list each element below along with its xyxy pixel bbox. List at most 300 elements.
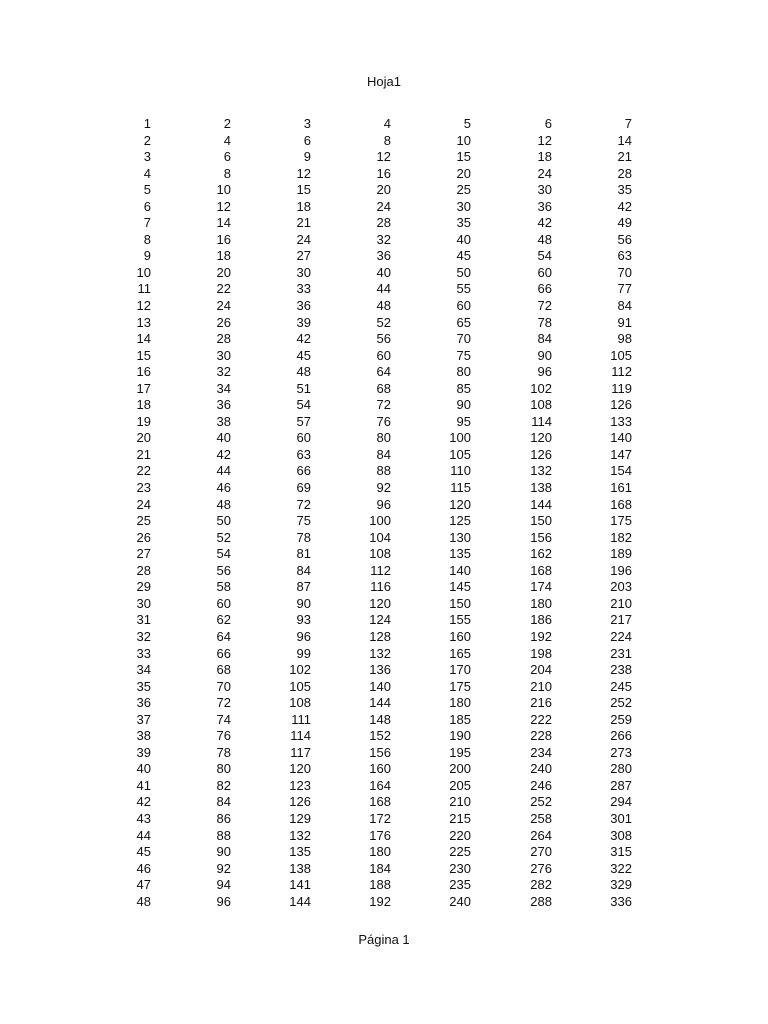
table-cell: 322 — [610, 860, 632, 876]
table-cell: 24 — [376, 198, 391, 214]
table-cell: 34 — [136, 662, 151, 678]
table-cell: 132 — [369, 645, 391, 661]
table-cell: 35 — [456, 215, 471, 231]
table-cell: 60 — [376, 347, 391, 363]
table-cell: 49 — [617, 215, 632, 231]
table-cell: 56 — [216, 562, 231, 578]
table-cell: 66 — [216, 645, 231, 661]
table-cell: 70 — [617, 264, 632, 280]
table-cell: 198 — [530, 645, 552, 661]
table-cell: 84 — [216, 794, 231, 810]
table-cell: 60 — [456, 298, 471, 314]
table-cell: 54 — [537, 248, 552, 264]
table-cell: 192 — [369, 893, 391, 909]
table-row — [0, 530, 768, 547]
table-cell: 40 — [216, 430, 231, 446]
table-cell: 64 — [216, 628, 231, 644]
table-cell: 196 — [610, 562, 632, 578]
table-row — [0, 596, 768, 613]
table-cell: 28 — [216, 331, 231, 347]
table-cell: 25 — [456, 182, 471, 198]
table-row — [0, 794, 768, 811]
table-cell: 32 — [376, 231, 391, 247]
table-cell: 21 — [617, 149, 632, 165]
table-cell: 6 — [544, 116, 552, 131]
table-cell: 162 — [530, 546, 552, 562]
table-cell: 76 — [216, 728, 231, 744]
table-cell: 40 — [376, 264, 391, 280]
table-row — [0, 712, 768, 729]
table-cell: 6 — [303, 132, 311, 148]
table-cell: 185 — [449, 711, 471, 727]
table-cell: 336 — [610, 893, 632, 909]
table-cell: 180 — [530, 595, 552, 611]
table-row — [0, 563, 768, 580]
table-cell: 85 — [456, 380, 471, 396]
table-cell: 24 — [136, 496, 151, 512]
table-cell: 23 — [136, 480, 151, 496]
table-cell: 77 — [617, 281, 632, 297]
table-cell: 195 — [449, 744, 471, 760]
table-cell: 10 — [456, 132, 471, 148]
table-cell: 72 — [216, 695, 231, 711]
table-row — [0, 281, 768, 298]
table-cell: 152 — [369, 728, 391, 744]
table-cell: 69 — [296, 480, 311, 496]
table-row — [0, 761, 768, 778]
table-cell: 203 — [610, 579, 632, 595]
table-cell: 62 — [216, 612, 231, 628]
table-cell: 15 — [456, 149, 471, 165]
table-cell: 88 — [216, 827, 231, 843]
table-cell: 15 — [136, 347, 151, 363]
table-cell: 210 — [530, 678, 552, 694]
table-row — [0, 728, 768, 745]
table-cell: 48 — [296, 364, 311, 380]
table-cell: 16 — [216, 231, 231, 247]
table-cell: 9 — [303, 149, 311, 165]
table-cell: 80 — [456, 364, 471, 380]
table-cell: 154 — [610, 463, 632, 479]
table-cell: 47 — [136, 877, 151, 893]
table-cell: 19 — [136, 413, 151, 429]
table-cell: 56 — [376, 331, 391, 347]
table-cell: 301 — [610, 810, 632, 826]
table-cell: 72 — [376, 397, 391, 413]
table-cell: 308 — [610, 827, 632, 843]
table-cell: 5 — [463, 116, 471, 131]
table-cell: 168 — [369, 794, 391, 810]
table-row — [0, 248, 768, 265]
table-cell: 120 — [289, 761, 311, 777]
table-cell: 76 — [376, 413, 391, 429]
table-cell: 26 — [136, 529, 151, 545]
table-cell: 168 — [530, 562, 552, 578]
table-cell: 145 — [449, 579, 471, 595]
table-cell: 17 — [136, 380, 151, 396]
table-cell: 54 — [296, 397, 311, 413]
table-cell: 176 — [369, 827, 391, 843]
table-cell: 161 — [610, 480, 632, 496]
table-cell: 315 — [610, 844, 632, 860]
table-cell: 222 — [530, 711, 552, 727]
table-cell: 36 — [296, 298, 311, 314]
table-cell: 74 — [216, 711, 231, 727]
table-cell: 210 — [610, 595, 632, 611]
table-cell: 140 — [610, 430, 632, 446]
table-cell: 228 — [530, 728, 552, 744]
table-cell: 102 — [289, 662, 311, 678]
table-row — [0, 662, 768, 679]
table-cell: 138 — [530, 480, 552, 496]
table-cell: 252 — [610, 695, 632, 711]
table-row — [0, 315, 768, 332]
table-cell: 14 — [216, 215, 231, 231]
table-cell: 93 — [296, 612, 311, 628]
table-cell: 116 — [370, 579, 391, 595]
table-cell: 80 — [376, 430, 391, 446]
table-cell: 128 — [369, 628, 391, 644]
table-cell: 216 — [530, 695, 552, 711]
table-cell: 56 — [617, 231, 632, 247]
table-cell: 60 — [216, 595, 231, 611]
table-cell: 119 — [611, 380, 632, 396]
table-cell: 40 — [456, 231, 471, 247]
table-cell: 63 — [296, 446, 311, 462]
table-cell: 42 — [296, 331, 311, 347]
table-cell: 112 — [370, 562, 391, 578]
table-cell: 2 — [223, 116, 231, 131]
table-cell: 126 — [610, 397, 632, 413]
table-cell: 135 — [449, 546, 471, 562]
table-cell: 280 — [610, 761, 632, 777]
table-cell: 124 — [369, 612, 391, 628]
table-cell: 204 — [530, 662, 552, 678]
table-cell: 282 — [530, 877, 552, 893]
table-row — [0, 166, 768, 183]
table-cell: 94 — [216, 877, 231, 893]
table-cell: 44 — [136, 827, 151, 843]
table-cell: 6 — [223, 149, 231, 165]
table-cell: 42 — [136, 794, 151, 810]
table-cell: 10 — [136, 264, 151, 280]
table-cell: 46 — [136, 860, 151, 876]
table-cell: 48 — [216, 496, 231, 512]
table-cell: 32 — [216, 364, 231, 380]
table-row — [0, 232, 768, 249]
table-cell: 80 — [216, 761, 231, 777]
table-cell: 252 — [530, 794, 552, 810]
table-cell: 12 — [376, 149, 391, 165]
table-row — [0, 215, 768, 232]
table-cell: 175 — [610, 513, 632, 529]
table-cell: 86 — [216, 810, 231, 826]
table-cell: 148 — [369, 711, 391, 727]
table-cell: 30 — [296, 264, 311, 280]
table-cell: 30 — [456, 198, 471, 214]
table-row — [0, 679, 768, 696]
table-cell: 156 — [530, 529, 552, 545]
table-cell: 231 — [610, 645, 632, 661]
table-cell: 234 — [530, 744, 552, 760]
data-table — [0, 116, 768, 910]
table-cell: 40 — [136, 761, 151, 777]
table-row — [0, 646, 768, 663]
table-cell: 238 — [610, 662, 632, 678]
table-cell: 48 — [376, 298, 391, 314]
table-cell: 140 — [369, 678, 391, 694]
table-cell: 132 — [289, 827, 311, 843]
table-row — [0, 116, 768, 133]
table-cell: 52 — [376, 314, 391, 330]
table-cell: 45 — [296, 347, 311, 363]
table-cell: 108 — [289, 695, 311, 711]
table-cell: 120 — [530, 430, 552, 446]
table-cell: 5 — [143, 182, 151, 198]
table-row — [0, 480, 768, 497]
table-cell: 96 — [376, 496, 391, 512]
table-cell: 120 — [369, 595, 391, 611]
table-cell: 184 — [369, 860, 391, 876]
table-cell: 14 — [136, 331, 151, 347]
table-cell: 92 — [376, 480, 391, 496]
table-row — [0, 894, 768, 911]
table-cell: 245 — [610, 678, 632, 694]
table-cell: 44 — [216, 463, 231, 479]
table-cell: 8 — [143, 231, 151, 247]
table-cell: 75 — [456, 347, 471, 363]
table-cell: 65 — [456, 314, 471, 330]
table-cell: 174 — [530, 579, 552, 595]
table-cell: 105 — [449, 446, 471, 462]
table-cell: 155 — [449, 612, 471, 628]
table-cell: 270 — [530, 844, 552, 860]
table-row — [0, 348, 768, 365]
table-cell: 141 — [289, 877, 311, 893]
table-row — [0, 861, 768, 878]
table-cell: 96 — [296, 628, 311, 644]
table-cell: 12 — [296, 165, 311, 181]
table-cell: 30 — [216, 347, 231, 363]
table-cell: 84 — [376, 446, 391, 462]
table-cell: 18 — [537, 149, 552, 165]
table-cell: 126 — [289, 794, 311, 810]
table-cell: 98 — [617, 331, 632, 347]
table-cell: 8 — [383, 132, 391, 148]
table-cell: 70 — [216, 678, 231, 694]
table-cell: 38 — [136, 728, 151, 744]
table-cell: 10 — [216, 182, 231, 198]
table-cell: 64 — [376, 364, 391, 380]
table-cell: 12 — [216, 198, 231, 214]
table-cell: 33 — [296, 281, 311, 297]
table-cell: 46 — [216, 480, 231, 496]
table-cell: 60 — [537, 264, 552, 280]
table-cell: 91 — [617, 314, 632, 330]
table-cell: 42 — [216, 446, 231, 462]
table-cell: 27 — [296, 248, 311, 264]
table-cell: 180 — [449, 695, 471, 711]
table-cell: 273 — [610, 744, 632, 760]
table-cell: 7 — [624, 116, 632, 131]
table-row — [0, 298, 768, 315]
table-cell: 117 — [290, 744, 311, 760]
table-cell: 132 — [530, 463, 552, 479]
table-cell: 205 — [449, 777, 471, 793]
table-cell: 147 — [610, 446, 632, 462]
table-cell: 39 — [296, 314, 311, 330]
table-cell: 96 — [537, 364, 552, 380]
table-cell: 8 — [223, 165, 231, 181]
table-row — [0, 612, 768, 629]
table-row — [0, 513, 768, 530]
table-cell: 150 — [449, 595, 471, 611]
table-cell: 190 — [449, 728, 471, 744]
table-cell: 37 — [136, 711, 151, 727]
table-cell: 72 — [537, 298, 552, 314]
table-cell: 18 — [216, 248, 231, 264]
table-cell: 28 — [136, 562, 151, 578]
table-cell: 12 — [537, 132, 552, 148]
table-cell: 54 — [216, 546, 231, 562]
table-cell: 186 — [530, 612, 552, 628]
table-cell: 20 — [216, 264, 231, 280]
table-cell: 172 — [369, 810, 391, 826]
table-row — [0, 430, 768, 447]
table-cell: 95 — [456, 413, 471, 429]
table-cell: 70 — [456, 331, 471, 347]
table-cell: 21 — [296, 215, 311, 231]
table-cell: 32 — [136, 628, 151, 644]
table-cell: 45 — [136, 844, 151, 860]
table-cell: 42 — [617, 198, 632, 214]
table-row — [0, 364, 768, 381]
table-cell: 104 — [369, 529, 391, 545]
table-cell: 90 — [216, 844, 231, 860]
table-cell: 175 — [449, 678, 471, 694]
table-cell: 24 — [296, 231, 311, 247]
table-cell: 68 — [216, 662, 231, 678]
table-cell: 41 — [136, 777, 151, 793]
table-cell: 105 — [610, 347, 632, 363]
table-cell: 48 — [537, 231, 552, 247]
table-cell: 28 — [617, 165, 632, 181]
table-cell: 38 — [216, 413, 231, 429]
table-cell: 138 — [289, 860, 311, 876]
table-cell: 84 — [537, 331, 552, 347]
table-cell: 58 — [216, 579, 231, 595]
table-cell: 52 — [216, 529, 231, 545]
table-cell: 99 — [296, 645, 311, 661]
table-cell: 16 — [136, 364, 151, 380]
table-cell: 22 — [216, 281, 231, 297]
table-cell: 120 — [449, 496, 471, 512]
table-cell: 48 — [136, 893, 151, 909]
table-cell: 36 — [136, 695, 151, 711]
table-row — [0, 579, 768, 596]
table-row — [0, 331, 768, 348]
table-cell: 43 — [136, 810, 151, 826]
table-cell: 144 — [369, 695, 391, 711]
table-row — [0, 877, 768, 894]
table-cell: 110 — [450, 463, 471, 479]
table-cell: 82 — [216, 777, 231, 793]
table-cell: 15 — [296, 182, 311, 198]
table-cell: 1 — [143, 116, 151, 131]
table-cell: 246 — [530, 777, 552, 793]
table-cell: 108 — [530, 397, 552, 413]
table-cell: 108 — [369, 546, 391, 562]
table-row — [0, 397, 768, 414]
table-cell: 84 — [617, 298, 632, 314]
table-cell: 60 — [296, 430, 311, 446]
table-cell: 36 — [537, 198, 552, 214]
table-cell: 180 — [369, 844, 391, 860]
table-cell: 92 — [216, 860, 231, 876]
table-cell: 33 — [136, 645, 151, 661]
table-cell: 20 — [376, 182, 391, 198]
table-row — [0, 828, 768, 845]
table-cell: 258 — [530, 810, 552, 826]
table-cell: 27 — [136, 546, 151, 562]
table-cell: 140 — [449, 562, 471, 578]
table-cell: 189 — [610, 546, 632, 562]
table-cell: 329 — [610, 877, 632, 893]
table-cell: 215 — [449, 810, 471, 826]
table-cell: 87 — [296, 579, 311, 595]
table-cell: 50 — [216, 513, 231, 529]
table-cell: 3 — [143, 149, 151, 165]
table-cell: 30 — [537, 182, 552, 198]
table-cell: 44 — [376, 281, 391, 297]
table-cell: 112 — [611, 364, 632, 380]
table-row — [0, 497, 768, 514]
table-cell: 135 — [289, 844, 311, 860]
table-row — [0, 745, 768, 762]
table-cell: 4 — [143, 165, 151, 181]
table-cell: 259 — [610, 711, 632, 727]
table-cell: 240 — [449, 893, 471, 909]
table-cell: 12 — [136, 298, 151, 314]
table-cell: 18 — [296, 198, 311, 214]
table-cell: 24 — [537, 165, 552, 181]
table-cell: 4 — [383, 116, 391, 131]
table-row — [0, 844, 768, 861]
table-cell: 130 — [449, 529, 471, 545]
table-cell: 126 — [530, 446, 552, 462]
table-cell: 2 — [143, 132, 151, 148]
table-cell: 20 — [136, 430, 151, 446]
table-cell: 105 — [289, 678, 311, 694]
table-cell: 84 — [296, 562, 311, 578]
table-cell: 11 — [137, 281, 151, 297]
table-cell: 68 — [376, 380, 391, 396]
table-cell: 164 — [369, 777, 391, 793]
table-cell: 72 — [296, 496, 311, 512]
table-cell: 66 — [537, 281, 552, 297]
page-number: Página 1 — [358, 932, 410, 947]
table-cell: 24 — [216, 298, 231, 314]
table-cell: 63 — [617, 248, 632, 264]
table-cell: 20 — [456, 165, 471, 181]
table-row — [0, 414, 768, 431]
table-cell: 66 — [296, 463, 311, 479]
table-cell: 144 — [530, 496, 552, 512]
table-cell: 235 — [449, 877, 471, 893]
table-cell: 31 — [136, 612, 151, 628]
table-cell: 21 — [136, 446, 151, 462]
table-cell: 230 — [449, 860, 471, 876]
